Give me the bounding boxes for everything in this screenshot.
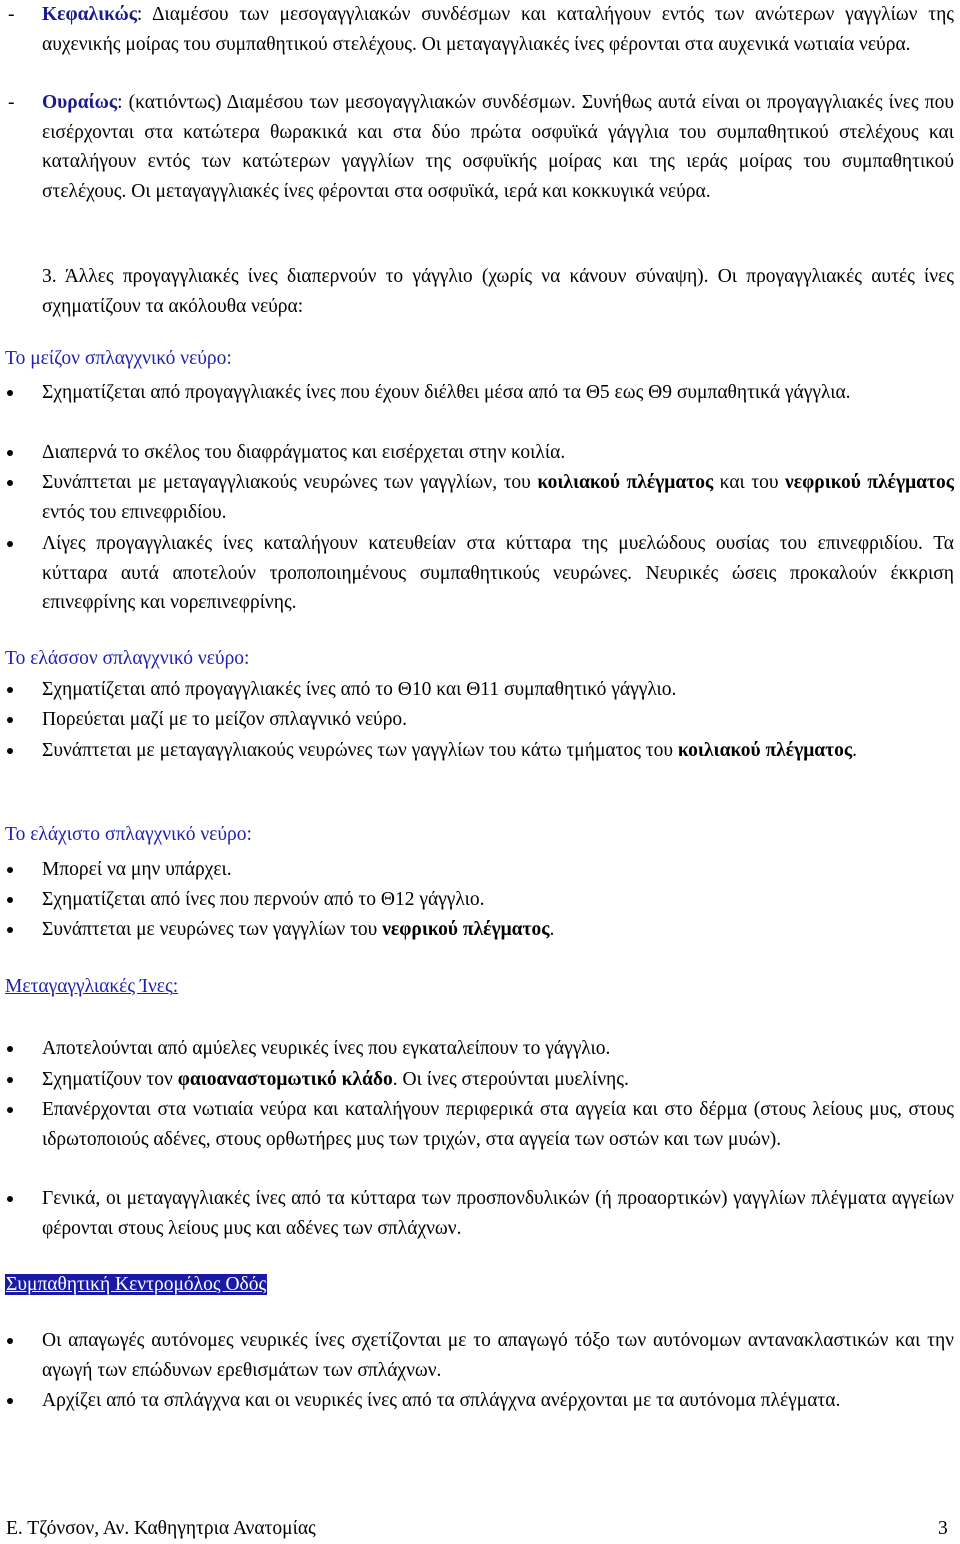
heading-lesser-splanchnic: Το ελάσσον σπλαγχνικό νεύρο: bbox=[5, 648, 250, 669]
dash-marker: - bbox=[8, 4, 15, 25]
list-item-text: Αποτελούνται από αμύελες νευρικές ίνες που εγκαταλείπουν το γάγγλιο. bbox=[42, 1038, 611, 1059]
list-item-caudal bbox=[8, 88, 954, 206]
list-item-text: Σχηματίζεται από προγαγγλιακές ίνες που έχουν διέλθει μέσα από τα Θ5 εως Θ9 συμπαθητικά γάγγλια. bbox=[42, 382, 851, 403]
list-item-cephalic bbox=[8, 0, 954, 59]
heading-colon: : bbox=[172, 976, 179, 997]
item-text: : Διαμέσου των μεσογαγγλιακών συνδέσμων και καταλήγουν εντός των ανώτερων γαγγλίων της αυχενικής μοίρας του συμπαθητικού στελέχους. Οι μεταγαγγλιακές ίνες φέρονται στα αυχενικά νωτιαία νεύρα. bbox=[42, 4, 954, 55]
term-celiac-plexus: κοιλιακού πλέγματος bbox=[677, 740, 853, 761]
list-item bbox=[5, 855, 954, 885]
text-run: και του bbox=[713, 472, 786, 493]
item-text: : (κατιόντως) Διαμέσου των μεσογαγγλιακών συνδέσμων. Συνήθως αυτά είναι οι προγαγγλιακές ίνες που εισέρχονται στα κατώτερα θωρακικά και στα δύο πρώτα οσφυϊκά γάγγλια του συμπαθητικού στελέχους και καταλήγουν εντός των κατώτερων γαγγλίων της οσφυϊκής μοίρας και της ιεράς μοίρας του συμπαθητικού στελέχους. Οι μεταγαγγλιακές ίνες φέρονται στα οσφυϊκά, ιερά και κοκκυγικά νεύρα. bbox=[42, 92, 954, 202]
text-run: . bbox=[852, 740, 857, 761]
heading-postganglionic bbox=[5, 972, 178, 1002]
text-run: . Οι ίνες στερούνται μυελίνης. bbox=[392, 1069, 629, 1090]
list-item-text: Σχηματίζεται από προγαγγλιακές ίνες από το Θ10 και Θ11 συμπαθητικό γάγγλιο. bbox=[42, 679, 677, 700]
page-footer: Ε. Τζόνσον, Αν. Καθηγητρια Ανατομίας bbox=[6, 1518, 316, 1539]
term-celiac-plexus: κοιλιακού πλέγματος bbox=[537, 472, 714, 493]
page-number: 3 bbox=[938, 1518, 948, 1539]
text-run: Συνάπτεται με νευρώνες των γαγγλίων του bbox=[42, 919, 383, 940]
text-run: . bbox=[549, 919, 555, 940]
list-item bbox=[5, 1095, 954, 1154]
text-run: εντός του επινεφριδίου. bbox=[42, 501, 227, 523]
item-label: Κεφαλικώς bbox=[42, 4, 137, 25]
list-item bbox=[5, 1184, 954, 1243]
list-item-text: Οι απαγωγές αυτόνομες νευρικές ίνες σχετίζονται με το απαγωγό τόξο των αυτόνομων αντανακλαστικών και την αγωγή των επώδυνων ερεθισμάτων των σπλάχνων. bbox=[42, 1330, 954, 1381]
list-item-text bbox=[42, 468, 954, 527]
list-item-text: Επανέρχονται στα νωτιαία νεύρα και καταλήγουν περιφερικά στα αγγεία και στο δέρμα (στους λείους μυς, στους ιδρωτοποιούς αδένες, στους ορθωτήρες μυς των τριχών, στα αγγεία των οστών και των μυών). bbox=[42, 1099, 954, 1150]
list-item-text bbox=[42, 1065, 954, 1095]
list-item bbox=[5, 915, 954, 945]
list-item bbox=[5, 378, 954, 408]
heading-least-splanchnic: Το ελάχιστο σπλαγχνικό νεύρο: bbox=[5, 824, 252, 845]
list-item-text bbox=[42, 915, 954, 945]
list-item-text: Διαπερνά το σκέλος του διαφράγματος και εισέρχεται στην κοιλία. bbox=[42, 442, 566, 463]
heading-greater-splanchnic: Το μείζον σπλαγχνικό νεύρο: bbox=[5, 348, 232, 369]
list-item bbox=[5, 1386, 954, 1416]
list-item-text: Λίγες προγαγγλιακές ίνες καταλήγουν κατευθείαν στα κύτταρα της μυελώδους ουσίας του επινεφριδίου. Τα κύτταρα αυτά αποτελούν τροποποιημένους συμπαθητικούς νευρώνες. Νευρικές ώσεις προκαλούν έκκριση επινεφρίνης και νορεπινεφρίνης. bbox=[42, 533, 954, 613]
list-item-text: Πορεύεται μαζί με το μείζον σπλαγνικό νεύρο. bbox=[42, 709, 408, 730]
point-3-paragraph: 3. Άλλες προγαγγλιακές ίνες διαπερνούν το γάγγλιο (χωρίς να κάνουν σύναψη). Οι προγαγγλιακές αυτές ίνες σχηματίζουν τα ακόλουθα νεύρα: bbox=[42, 266, 954, 317]
list-item bbox=[5, 736, 954, 766]
dash-marker: - bbox=[8, 92, 15, 113]
heading-text: Μεταγαγγλιακές Ίνες bbox=[5, 976, 173, 997]
list-item bbox=[5, 1034, 954, 1064]
list-item bbox=[5, 1326, 954, 1385]
heading-text: Συμπαθητική Κεντρομόλος Οδός bbox=[6, 1274, 267, 1295]
list-item bbox=[5, 438, 954, 468]
item-label: Ουραίως bbox=[42, 92, 118, 113]
list-item bbox=[5, 1065, 954, 1095]
text-run: Συνάπτεται με μεταγαγγλιακούς νευρώνες των γαγγλίων, του bbox=[42, 472, 538, 493]
term-renal-plexus: νεφρικού πλέγματος bbox=[382, 919, 550, 940]
text-run: Συνάπτεται με μεταγαγγλιακούς νευρώνες των γαγγλίων του κάτω τμήματος του bbox=[42, 740, 678, 761]
list-item bbox=[5, 529, 954, 618]
list-item-text: Σχηματίζεται από ίνες που περνούν από το Θ12 γάγγλιο. bbox=[42, 889, 485, 910]
text-run: Σχηματίζουν τον bbox=[42, 1069, 178, 1090]
list-item-text: Μπορεί να μην υπάρχει. bbox=[42, 859, 232, 880]
list-item bbox=[5, 705, 954, 735]
list-item-text: Γενικά, οι μεταγαγγλιακές ίνες από τα κύτταρα των προσπονδυλικών (ή προαορτικών) γαγγλίων πλέγματα αγγείων φέρονται στους λείους μυς και αδένες των σπλάχνων. bbox=[42, 1188, 954, 1239]
heading-afferent-pathway bbox=[5, 1270, 267, 1300]
list-item bbox=[5, 468, 954, 527]
list-item bbox=[5, 675, 954, 705]
list-item bbox=[5, 885, 954, 915]
term-gray-ramus: φαιοαναστομωτικό κλάδο bbox=[177, 1069, 393, 1090]
list-item-text bbox=[42, 736, 954, 766]
list-item-text: Αρχίζει από τα σπλάγχνα και οι νευρικές ίνες από τα σπλάγχνα ανέρχονται με τα αυτόνομα πλέγματα. bbox=[42, 1390, 841, 1411]
term-renal-plexus: νεφρικού πλέγματος bbox=[785, 472, 954, 493]
